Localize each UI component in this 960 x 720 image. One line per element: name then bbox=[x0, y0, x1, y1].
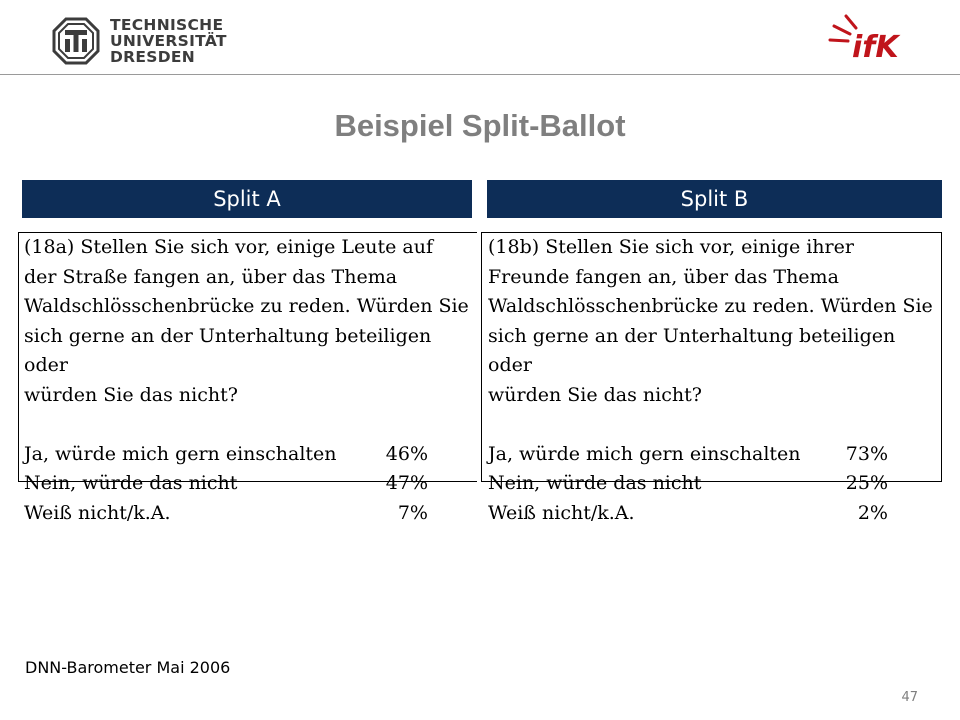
answer-row bbox=[24, 440, 477, 470]
answer-percent: 7% bbox=[397, 501, 428, 524]
ifk-logo bbox=[826, 10, 926, 68]
split-b-header: Split B bbox=[487, 180, 942, 218]
answer-percent: 46% bbox=[385, 442, 428, 465]
split-a-answers bbox=[24, 440, 477, 529]
answer-row bbox=[24, 469, 477, 499]
ifk-logo-text: ifK bbox=[852, 30, 899, 65]
split-a-header: Split A bbox=[22, 180, 472, 218]
tu-dresden-logo bbox=[52, 14, 227, 68]
answer-percent: 73% bbox=[845, 442, 888, 465]
page-number: 47 bbox=[901, 690, 918, 705]
split-b-question-box bbox=[481, 232, 942, 524]
split-b-answers bbox=[488, 440, 941, 529]
split-a-question-box bbox=[18, 232, 477, 524]
answer-label: Nein, würde das nicht bbox=[488, 472, 702, 494]
tu-logo-line-1: TECHNISCHE bbox=[110, 16, 224, 34]
source-note: DNN-Barometer Mai 2006 bbox=[25, 658, 231, 677]
header-divider bbox=[0, 74, 960, 75]
answer-percent: 25% bbox=[845, 472, 888, 494]
answer-row bbox=[488, 440, 941, 470]
answer-row bbox=[24, 499, 477, 529]
split-b-question-text: (18b) Stellen Sie sich vor, einige ihrer Freunde fangen an, über das Thema Waldschlösschenbrücke zu reden. Würden Sie sich gerne an der Unterhaltung beteiligen oder würden Sie das nicht? bbox=[488, 236, 933, 406]
answer-row bbox=[488, 499, 941, 529]
answer-label: Nein, würde das nicht bbox=[24, 472, 238, 494]
tu-logo-line-3: DRESDEN bbox=[110, 48, 196, 66]
answer-label: Ja, würde mich gern einschalten bbox=[24, 442, 337, 465]
answer-label: Weiß nicht/k.A. bbox=[24, 501, 171, 524]
answer-row bbox=[488, 469, 941, 499]
tu-dresden-wordmark bbox=[110, 17, 227, 65]
answer-percent: 2% bbox=[857, 501, 888, 524]
answer-label: Weiß nicht/k.A. bbox=[488, 501, 635, 524]
tu-logo-line-2: UNIVERSITÄT bbox=[110, 32, 227, 50]
split-a-question-text: (18a) Stellen Sie sich vor, einige Leute auf der Straße fangen an, über das Thema Waldschlösschenbrücke zu reden. Würden Sie sich gerne an der Unterhaltung beteiligen oder würden Sie das nicht? bbox=[24, 236, 469, 406]
tu-dresden-emblem-icon bbox=[52, 17, 100, 65]
slide-title: Beispiel Split-Ballot bbox=[334, 108, 626, 143]
answer-percent: 47% bbox=[385, 472, 428, 494]
answer-label: Ja, würde mich gern einschalten bbox=[488, 442, 801, 465]
